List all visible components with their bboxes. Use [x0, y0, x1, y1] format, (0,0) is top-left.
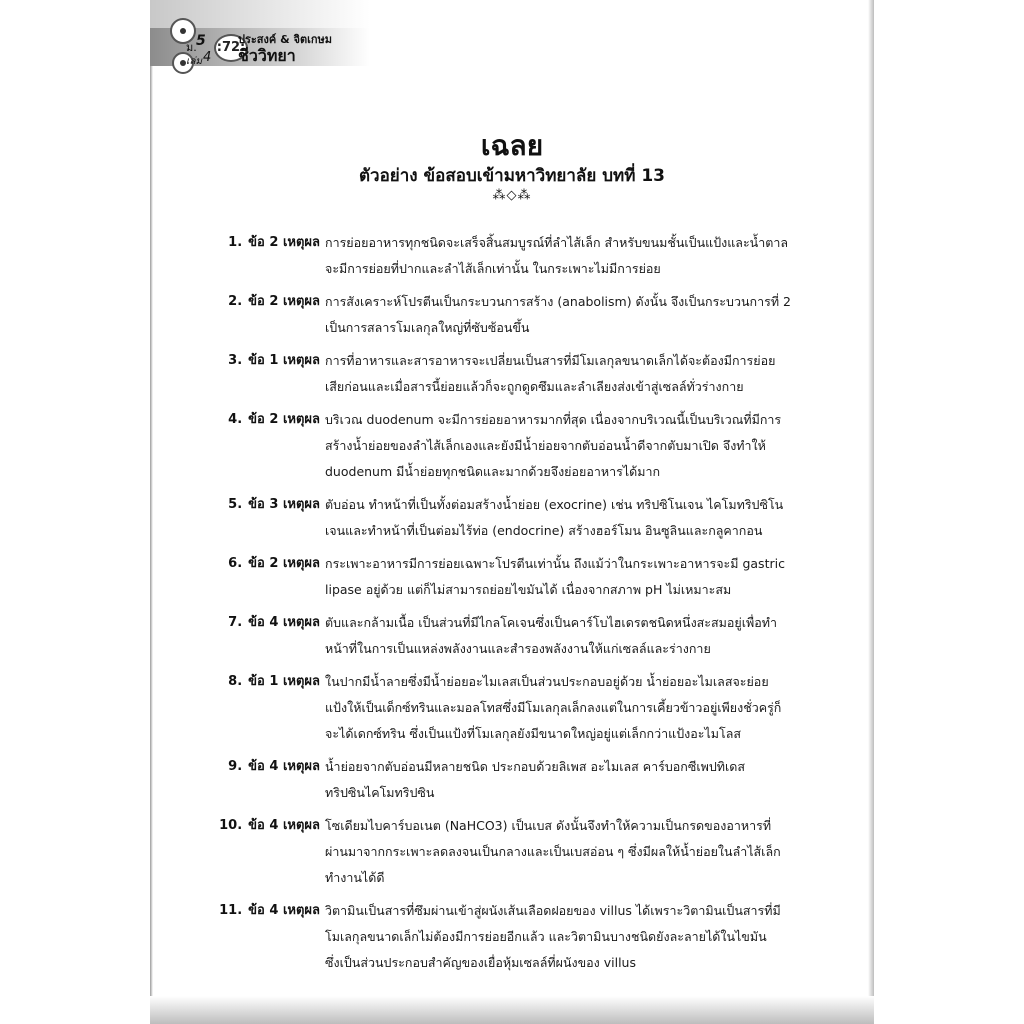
answer-item [200, 610, 820, 662]
answer-number: 7. [228, 615, 243, 630]
explanation-line: เสียก่อนและเมื่อสารนี้ย่อยแล้วก็จะถูกดูดซึมและลำเลียงส่งเข้าสู่เซลล์ทั่วร่างกาย [325, 379, 744, 394]
explanation-line: สร้างน้ำย่อยของลำไส้เล็กเองและยังมีน้ำย่อยจากตับอ่อนน้ำดีจากตับมาเปิด จึงทำให้ [325, 438, 766, 453]
explanation-line: การสังเคราะห์โปรตีนเป็นกระบวนการสร้าง (anabolism) ดังนั้น จึงเป็นกระบวนการที่ 2 [325, 294, 791, 309]
answer-choice: ข้อ 1 เหตุผล [248, 353, 320, 368]
answer-heading [200, 230, 320, 256]
right-margin [874, 0, 1024, 1024]
answer-choice: ข้อ 4 เหตุผล [248, 615, 320, 630]
answer-heading [200, 551, 320, 577]
answer-item [200, 898, 820, 976]
book-number: 4 [203, 50, 212, 65]
answer-heading [200, 407, 320, 433]
explanation-line: แป้งให้เป็นเด็กซ์ทรินและมอลโทสซึ่งมีโมเลกุลเล็กลงแต่ในการเคี้ยวข้าวอยู่เพียงชั่วครู่ก็ [325, 700, 782, 715]
answer-explanation [325, 230, 820, 282]
answer-choice: ข้อ 2 เหตุผล [248, 235, 320, 250]
explanation-line: กระเพาะอาหารมีการย่อยเฉพาะโปรตีนเท่านั้น ถึงแม้ว่าในกระเพาะอาหารจะมี gastric [325, 556, 785, 571]
explanation-line: ทริปซินไคโมทริปซิน [325, 785, 435, 800]
answer-choice: ข้อ 2 เหตุผล [248, 556, 320, 571]
answer-number: 6. [228, 556, 243, 571]
answer-item [200, 813, 820, 891]
explanation-line: ทำงานได้ดี [325, 870, 385, 885]
answer-item [200, 289, 820, 341]
explanation-line: วิตามินเป็นสารที่ซึมผ่านเข้าสู่ผนังเส้นเลือดฝอยของ villus ได้เพราะวิตามินเป็นสารที่มี [325, 903, 781, 918]
page-subtitle: ตัวอย่าง ข้อสอบเข้ามหาวิทยาลัย บทที่ 13 [359, 166, 665, 186]
answer-number: 10. [219, 818, 243, 833]
explanation-line: จะมีการย่อยที่ปากและลำไส้เล็กเท่านั้น ในกระเพาะไม่มีการย่อย [325, 261, 661, 276]
answer-list [200, 230, 820, 983]
header-authors: ประสงค์ & จิตเกษม [238, 33, 333, 46]
answer-explanation [325, 289, 820, 341]
answer-choice: ข้อ 3 เหตุผล [248, 497, 320, 512]
divider-ornament: ⁂◇⁂ [492, 188, 532, 203]
explanation-line: จะได้เดกซ์ทริน ซึ่งเป็นแป้งที่โมเลกุลยังมีขนาดใหญ่อยู่แต่เล็กกว่าแป้งอะไมโลส [325, 726, 741, 741]
answer-heading [200, 610, 320, 636]
answer-choice: ข้อ 2 เหตุผล [248, 412, 320, 427]
explanation-line: โมเลกุลขนาดเล็กไม่ต้องมีการย่อยอีกแล้ว และวิตามินบางชนิดยังละลายได้ในไขมัน [325, 929, 767, 944]
answer-choice: ข้อ 4 เหตุผล [248, 903, 320, 918]
answer-number: 1. [228, 235, 243, 250]
answer-explanation [325, 407, 820, 485]
explanation-line: การที่อาหารและสารอาหารจะเปลี่ยนเป็นสารที่มีโมเลกุลขนาดเล็กได้จะต้องมีการย่อย [325, 353, 776, 368]
answer-explanation [325, 348, 820, 400]
answer-choice: ข้อ 1 เหตุผล [248, 674, 320, 689]
answer-item [200, 669, 820, 747]
answer-heading [200, 813, 320, 839]
answer-heading [200, 754, 320, 780]
explanation-line: เจนและทำหน้าที่เป็นต่อมไร้ท่อ (endocrine) สร้างฮอร์โมน อินซูลินและกลูคากอน [325, 523, 763, 538]
explanation-line: การย่อยอาหารทุกชนิดจะเสร็จสิ้นสมบูรณ์ที่ลำไส้เล็ก สำหรับขนมชั้นเป็นแป้งและน้ำตาล [325, 235, 789, 250]
answer-number: 3. [228, 353, 243, 368]
answer-explanation [325, 669, 820, 747]
explanation-line: น้ำย่อยจากตับอ่อนมีหลายชนิด ประกอบด้วยลิเพส อะไมเลส คาร์บอกซีเพปทิเดส [325, 759, 746, 774]
book-label: เล่ม [186, 56, 203, 67]
answer-explanation [325, 492, 820, 544]
explanation-line: lipase อยู่ด้วย แต่ก็ไม่สามารถย่อยไขมันได้ เนื่องจากสภาพ pH ไม่เหมาะสม [325, 582, 732, 597]
page-title: เฉลย [480, 129, 544, 162]
answer-explanation [325, 610, 820, 662]
answer-choice: ข้อ 4 เหตุผล [248, 818, 320, 833]
explanation-line: ตับและกล้ามเนื้อ เป็นส่วนที่มีไกลโคเจนซึ่งเป็นคาร์โบไฮเดรตชนิดหนึ่งสะสมอยู่เพื่อทำ [325, 615, 778, 630]
answer-item [200, 348, 820, 400]
answer-explanation [325, 551, 820, 603]
answer-heading [200, 669, 320, 695]
page-bottom-shadow [150, 996, 874, 1024]
answer-explanation [325, 754, 820, 806]
answer-number: 2. [228, 294, 243, 309]
answer-heading [200, 898, 320, 924]
answer-item [200, 407, 820, 485]
answer-item [200, 551, 820, 603]
left-margin [0, 0, 150, 1024]
answer-choice: ข้อ 2 เหตุผล [248, 294, 320, 309]
answer-number: 5. [228, 497, 243, 512]
answer-item [200, 754, 820, 806]
explanation-line: ในปากมีน้ำลายซึ่งมีน้ำย่อยอะไมเลสเป็นส่วนประกอบอยู่ด้วย น้ำย่อยอะไมเลสจะย่อย [325, 674, 769, 689]
page-number: :72: [214, 34, 248, 62]
explanation-line: โซเดียมไบคาร์บอเนต (NaHCO3) เป็นเบส ดังนั้นจึงทำให้ความเป็นกรดของอาหารที่ [325, 818, 772, 833]
answer-explanation [325, 898, 820, 976]
answer-item [200, 492, 820, 544]
answer-heading [200, 348, 320, 374]
answer-number: 11. [219, 903, 243, 918]
answer-number: 9. [228, 759, 243, 774]
answer-number: 8. [228, 674, 243, 689]
explanation-line: ซึ่งเป็นส่วนประกอบสำคัญของเยื่อหุ้มเซลล์ที่ผนังของ villus [325, 955, 636, 970]
volume-label: ม. [186, 41, 197, 54]
answer-heading [200, 492, 320, 518]
answer-explanation [325, 813, 820, 891]
answer-heading [200, 289, 320, 315]
answer-number: 4. [228, 412, 243, 427]
explanation-line: ตับอ่อน ทำหน้าที่เป็นทั้งต่อมสร้างน้ำย่อย (exocrine) เช่น ทริปซิโนเจน ไคโมทริปซิโน [325, 497, 784, 512]
explanation-line: เป็นการสลารโมเลกุลใหญ่ที่ซับซ้อนขึ้น [325, 320, 530, 335]
volume-number: 5 [196, 33, 206, 49]
header-subject: ชีววิทยา [238, 46, 296, 65]
explanation-line: duodenum มีน้ำย่อยทุกชนิดและมากด้วยจึงย่อยอาหารได้มาก [325, 464, 661, 479]
answer-item [200, 230, 820, 282]
answer-choice: ข้อ 4 เหตุผล [248, 759, 320, 774]
explanation-line: บริเวณ duodenum จะมีการย่อยอาหารมากที่สุด เนื่องจากบริเวณนี้เป็นบริเวณที่มีการ [325, 412, 782, 427]
explanation-line: ผ่านมาจากกระเพาะลดลงจนเป็นกลางและเป็นเบสอ่อน ๆ ซึ่งมีผลให้น้ำย่อยในลำไส้เล็ก [325, 844, 781, 859]
explanation-line: หน้าที่ในการเป็นแหล่งพลังงานและสำรองพลังงานให้แก่เซลล์และร่างกาย [325, 641, 711, 656]
